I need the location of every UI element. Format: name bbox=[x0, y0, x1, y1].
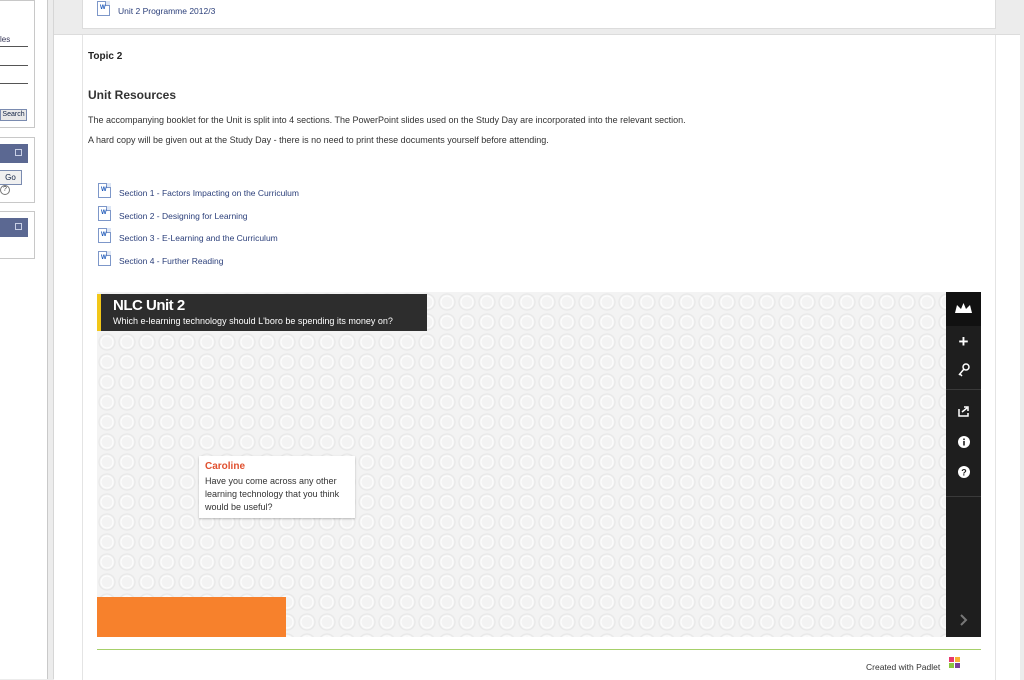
menu-block bbox=[0, 211, 35, 259]
description-paragraph: A hard copy will be given out at the Study Day - there is no need to print these documents yourself before attending. bbox=[88, 135, 549, 145]
topic-section bbox=[54, 34, 1020, 680]
crown-icon[interactable] bbox=[946, 292, 981, 326]
padlet-logo-icon[interactable] bbox=[949, 657, 960, 668]
share-icon[interactable] bbox=[946, 405, 981, 420]
file-link[interactable]: Section 4 - Further Reading bbox=[119, 256, 224, 266]
block-header[interactable] bbox=[0, 144, 28, 163]
topic-heading: Topic 2 bbox=[88, 51, 123, 62]
plus-icon[interactable]: + bbox=[958, 332, 969, 351]
field-underline bbox=[0, 46, 28, 47]
help-icon[interactable]: ? bbox=[0, 185, 10, 195]
file-link[interactable]: Unit 2 Programme 2012/3 bbox=[118, 6, 216, 16]
word-doc-icon bbox=[98, 228, 111, 243]
padlet-title-box bbox=[97, 294, 427, 331]
info-icon[interactable] bbox=[946, 436, 981, 451]
file-link[interactable]: Section 2 - Designing for Learning bbox=[119, 211, 248, 221]
chevron-right-icon[interactable] bbox=[946, 614, 981, 629]
resources-heading: Unit Resources bbox=[88, 88, 177, 102]
block-header[interactable] bbox=[0, 218, 28, 237]
help-icon[interactable] bbox=[946, 466, 981, 481]
padlet-title: NLC Unit 2 bbox=[113, 297, 185, 314]
search-block bbox=[0, 0, 35, 128]
field-underline bbox=[0, 83, 28, 84]
key-icon[interactable] bbox=[946, 363, 981, 380]
padlet-toolbar bbox=[946, 292, 981, 637]
toolbar-separator bbox=[946, 389, 981, 390]
post-body: Have you come across any other learning technology that you think would be useful? bbox=[205, 476, 340, 512]
file-link[interactable]: Section 1 - Factors Impacting on the Curriculum bbox=[119, 188, 299, 198]
padlet-post[interactable] bbox=[199, 456, 355, 518]
padlet-embed[interactable] bbox=[97, 292, 981, 637]
collapse-icon[interactable] bbox=[15, 223, 22, 230]
topic-content bbox=[82, 35, 996, 680]
post-author: Caroline bbox=[205, 461, 246, 472]
word-doc-icon bbox=[98, 251, 111, 266]
description-paragraph: The accompanying booklet for the Unit is split into 4 sections. The PowerPoint slides used on the Study Day are incorporated into the relevant section. bbox=[88, 115, 686, 125]
toolbar-separator bbox=[946, 496, 981, 497]
collapse-icon[interactable] bbox=[15, 149, 22, 156]
padlet-orange-banner bbox=[97, 597, 286, 637]
previous-topic-card bbox=[82, 0, 996, 29]
search-button[interactable]: Search bbox=[0, 109, 27, 121]
go-button[interactable]: Go bbox=[0, 170, 22, 185]
created-with-padlet-link[interactable]: Created with Padlet bbox=[866, 662, 941, 672]
word-doc-icon bbox=[98, 183, 111, 198]
padlet-subtitle: Which e-learning technology should L'boro be spending its money on? bbox=[113, 316, 393, 326]
field-underline bbox=[0, 65, 28, 66]
left-sidebar bbox=[0, 0, 48, 679]
file-link[interactable]: Section 3 - E-Learning and the Curriculum bbox=[119, 233, 278, 243]
word-doc-icon bbox=[97, 1, 110, 16]
search-options-label: les bbox=[0, 35, 11, 44]
padlet-divider bbox=[97, 649, 981, 650]
svg-text:?: ? bbox=[960, 467, 967, 478]
word-doc-icon bbox=[98, 206, 111, 221]
